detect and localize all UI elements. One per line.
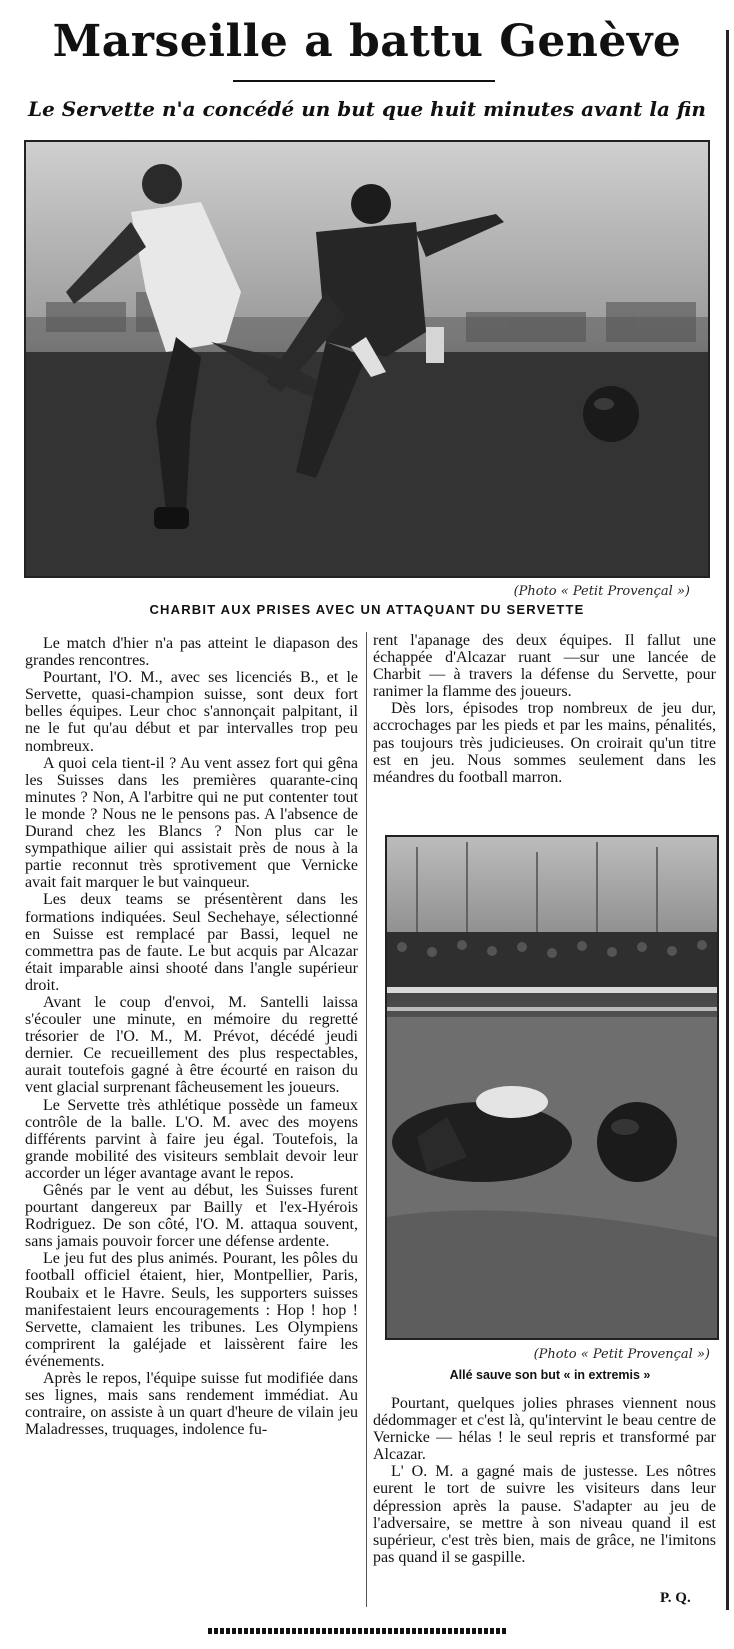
author-signature: P. Q.: [660, 1590, 691, 1606]
article-column-right-bottom: [373, 1395, 716, 1566]
photo2-credit: (Photo « Petit Provençal »): [533, 1347, 710, 1362]
article-column-left: [25, 635, 358, 1438]
match-action-photo-image: [26, 142, 708, 576]
paragraph: Le jeu fut des plus animés. Pourant, les pôles du football officiel étaient, hier, Montpellier, Paris, Roubaix et le Havre. Seuls, les supporters suisses manifestaient leurs encouragements : Hop ! hop ! Servette, clamaient les tribunes. Les Olympiens comprirent la galéjade et laissèrent faire les événements.: [25, 1250, 358, 1370]
paragraph: Dès lors, épisodes trop nombreux de jeu dur, accrochages par les pieds et par les mains, pénalités, pas toujours très judicieuses. On croirait qu'un titre est en jeu. Nous sommes seulement dans les méandres du football marron.: [373, 700, 716, 786]
paragraph: Avant le coup d'envoi, M. Santelli laissa s'écouler une minute, en mémoire du regretté trésorier de l'O. M., M. Prévot, décédé jeudi dernier. Ce recueillement des plus respectables, aurait toutefois gagné à être écourté en raison du vent glacial surprenant fâcheusement les joueurs.: [25, 993, 358, 1097]
article-column-right-top: [373, 632, 716, 786]
photo2-caption: Allé sauve son but « in extremis »: [449, 1368, 651, 1382]
photo1-credit: (Photo « Petit Provençal »): [513, 584, 690, 599]
paragraph: Le match d'hier n'a pas atteint le diapason des grandes rencontres.: [25, 635, 358, 670]
paragraph: A quoi cela tient-il ? Au vent assez fort qui gêna les Suisses dans les premières quarante-cinq minutes ? Non, A l'arbitre qui ne put contenter tout le monde ? Nous ne le pensons pas. A l'absence de Durand chez les Blancs ? Non plus car le sympathique ailier qui assistait près de nous à la partie reconnut très sprotivement que Vernicke avait fait marquer le but vainqueur.: [25, 754, 358, 892]
goalkeeper-save-photo: [385, 835, 719, 1340]
column-divider: [366, 632, 367, 1607]
headline: Marseille a battu Genève: [52, 16, 682, 67]
paragraph: Après le repos, l'équipe suisse fut modifiée dans ses lignes, mais sans rendement immédiat. Au contraire, on assiste à un quart d'heure de vilain jeu Maladresses, truquages, indolence fu-: [25, 1370, 358, 1439]
goalkeeper-save-photo-image: [387, 837, 717, 1338]
paragraph: Le Servette très athlétique possède un fameux contrôle de la balle. L'O. M. avec des moyens différents parvint à faire jeu égal. Toutefois, la grande mobilité des visiteurs semblait devoir leur accorder un léger avantage avant le repos.: [25, 1096, 358, 1182]
bottom-rule: [208, 1628, 508, 1634]
paragraph: Gênés par le vent au début, les Suisses furent pourtant dangereux par Bailly et l'ex-Hyérois Rodriguez. De son côté, l'O. M. attaqua souvent, sans jamais pouvoir forcer une défense ardente.: [25, 1182, 358, 1251]
paragraph: rent l'apanage des deux équipes. Il fallut une échappée d'Alcazar ruant —sur une lancée de Charbit — à travers la défense du Servette, pour ranimer la flamme des joueurs.: [373, 632, 716, 701]
paragraph: Pourtant, l'O. M., avec ses licenciés B., et le Servette, quasi-champion suisse, sont deux fort belles équipes. Leur choc s'annonçait palpitant, il ne le fut qu'au début et par intervalles trop peu nombreux.: [25, 669, 358, 755]
paragraph: Les deux teams se présentèrent dans les formations indiquées. Seul Sechehaye, sélectionné en Suisse est remplacé par Bassi, lequel ne commettra pas de faute. Le but acquis par Alcazar était imparable ainsi shooté dans l'angle supérieur droit.: [25, 891, 358, 994]
photo1-caption: CHARBIT AUX PRISES AVEC UN ATTAQUANT DU SERVETTE: [149, 602, 585, 617]
paragraph: L' O. M. a gagné mais de justesse. Les nôtres eurent le tort de suivre les visiteurs dans leur dépression après la pause. S'adapter au jeu de l'adversaire, se mettre à son niveau quand il est supérieur, c'est très bien, mais de grâce, ne l'imitons pas quand il se gaspille.: [373, 1463, 716, 1566]
paragraph: Pourtant, quelques jolies phrases viennent nous dédommager et c'est là, qu'intervint le beau centre de Vernicke — hélas ! le seul repris et transformé par Alcazar.: [373, 1395, 716, 1464]
subheadline: Le Servette n'a concédé un but que huit minutes avant la fin: [28, 97, 706, 121]
match-action-photo: [24, 140, 710, 578]
page-edge-rule: [726, 30, 729, 1610]
headline-rule: [233, 80, 495, 82]
